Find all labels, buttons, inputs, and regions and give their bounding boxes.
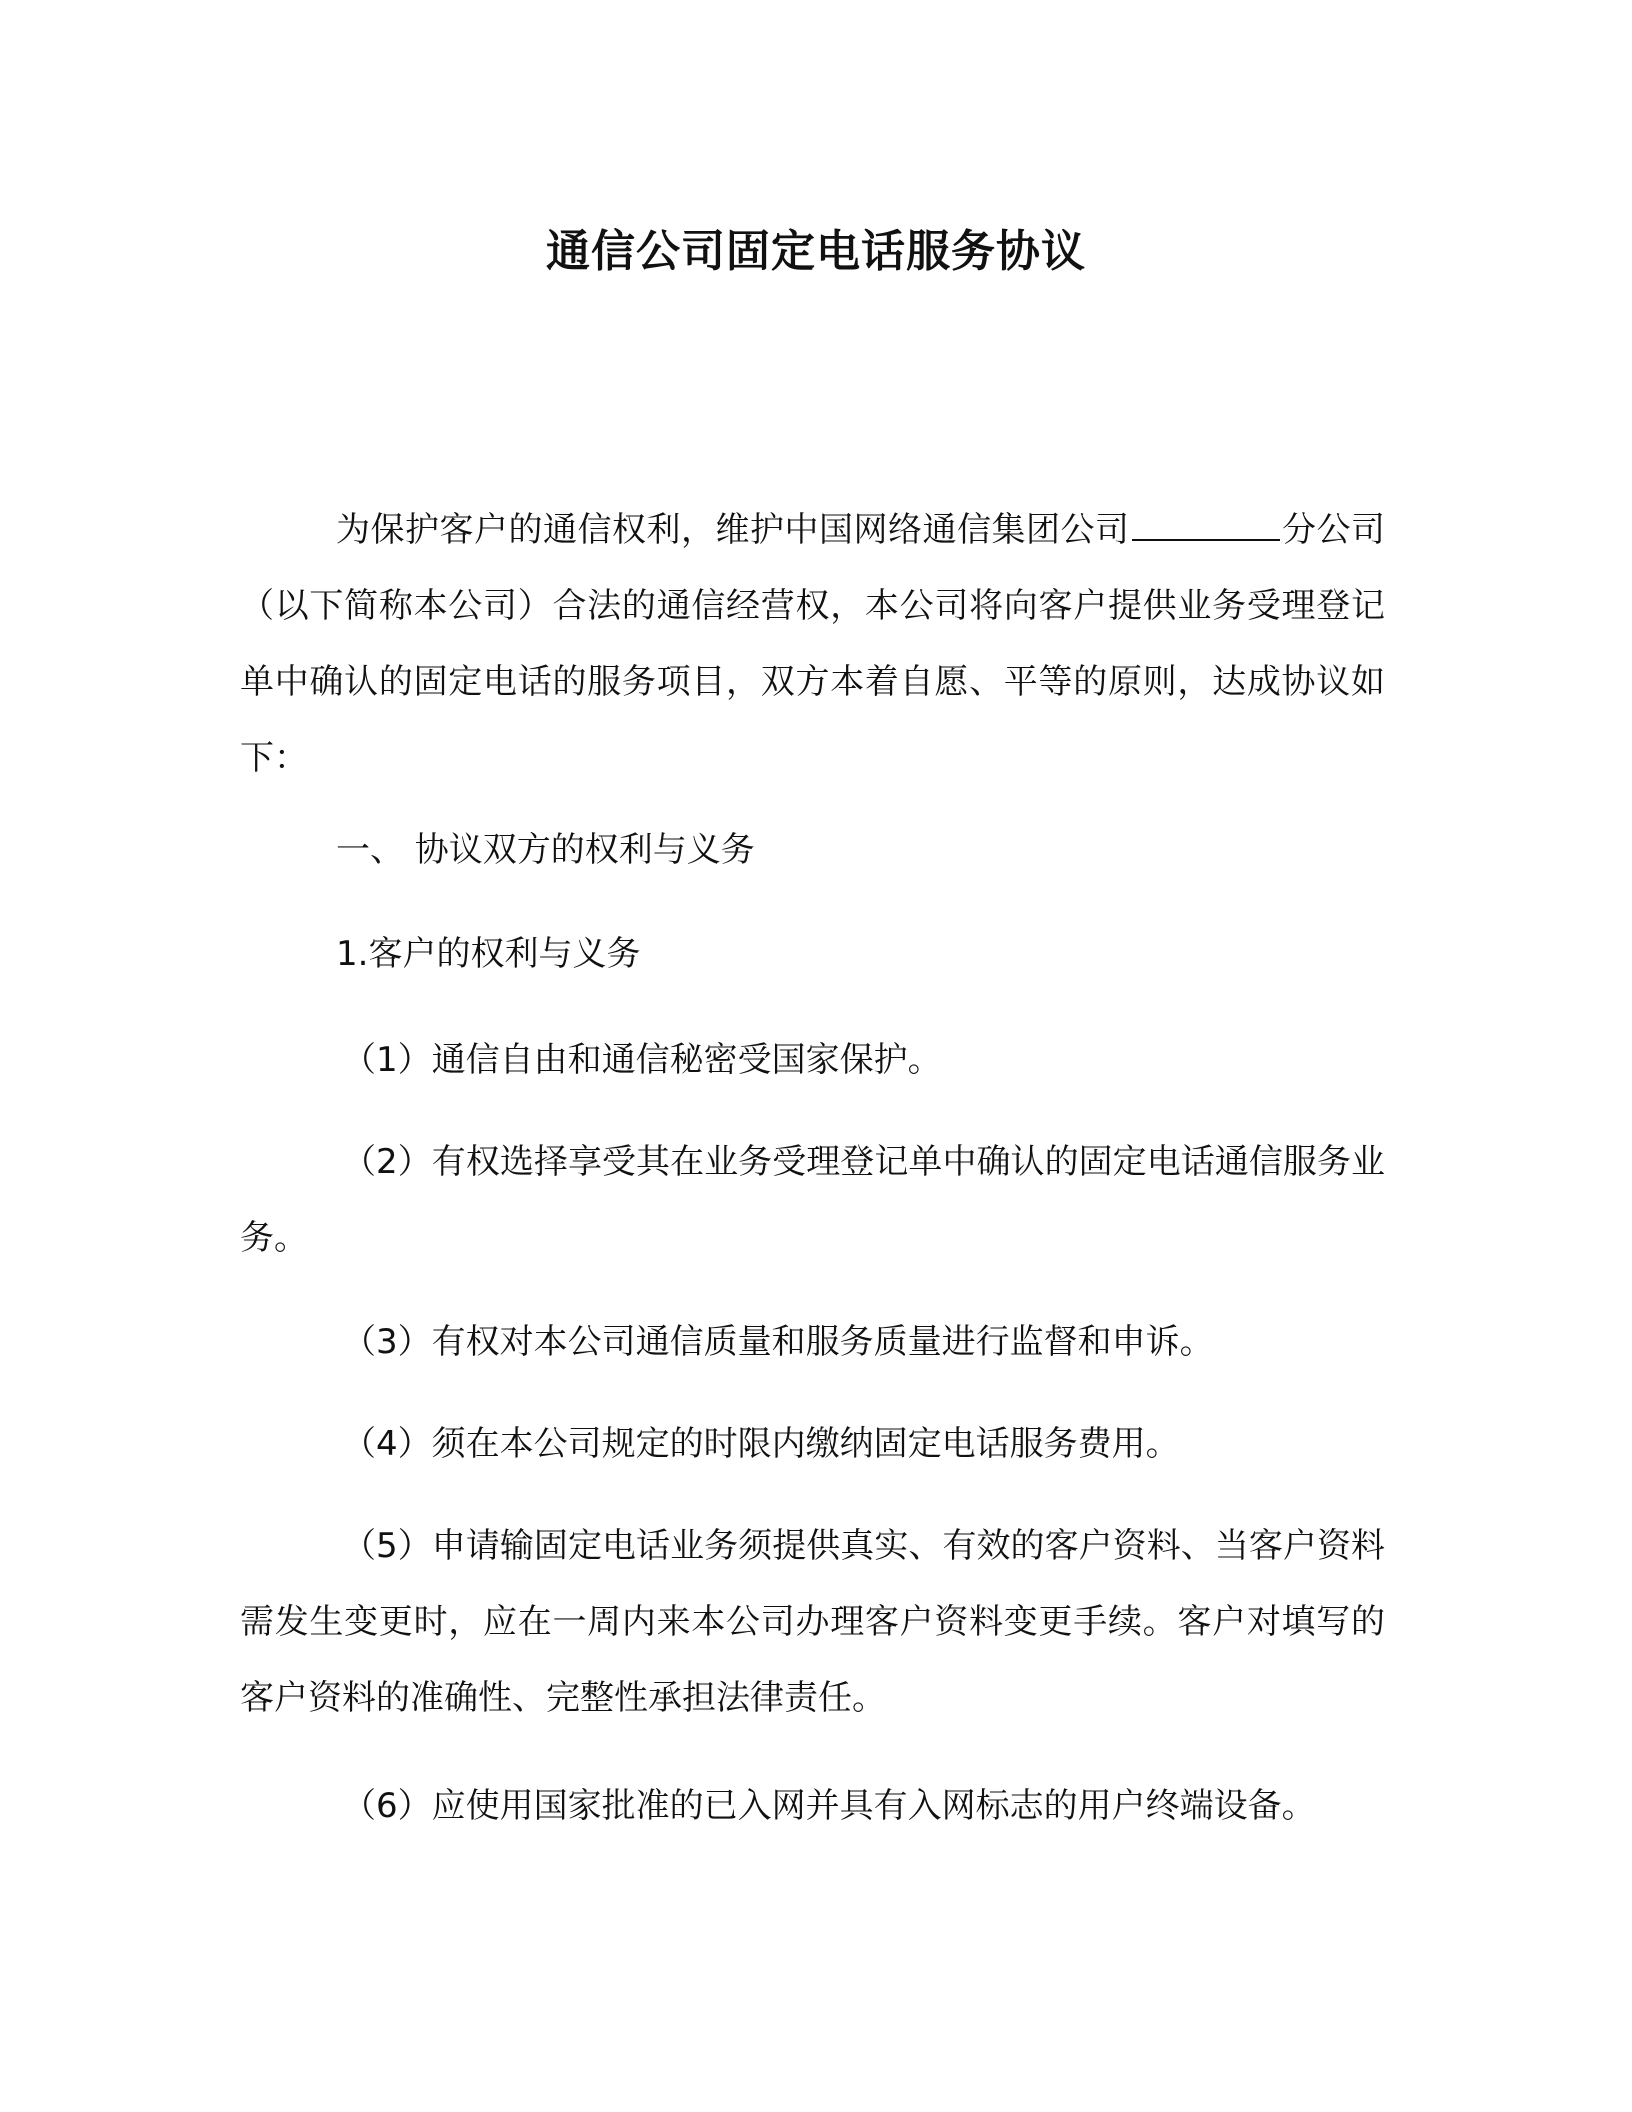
intro-text-part1: 为保护客户的通信权利，维护中国网络通信集团公司 [336, 510, 1130, 550]
list-item: （2）有权选择享受其在业务受理登记单中确认的固定电话通信服务业务。 [240, 1142, 1385, 1258]
item-2-block [240, 1124, 1385, 1276]
list-item: （6）应使用国家批准的已入网并具有入网标志的用户终端设备。 [342, 1786, 1316, 1826]
list-item: （1）通信自由和通信秘密受国家保护。 [342, 1040, 942, 1080]
subsection-1-heading: 1.客户的权利与义务 [336, 934, 641, 974]
item-3-block [240, 1304, 1385, 1380]
branch-name-blank [1132, 509, 1280, 541]
item-1-block [240, 1022, 1385, 1098]
section-1-heading: 一、 协议双方的权利与义务 [336, 830, 755, 870]
document-body [240, 492, 1385, 796]
list-item: （3）有权对本公司通信质量和服务质量进行监督和申诉。 [342, 1322, 1214, 1362]
list-item: （5）申请输固定电话业务须提供真实、有效的客户资料、当客户资料需发生变更时，应在一周内来本公司办理客户资料变更手续。客户对填写的客户资料的准确性、完整性承担法律责任。 [240, 1526, 1385, 1718]
document-title: 通信公司固定电话服务协议 [546, 226, 1086, 277]
item-5-block [240, 1508, 1385, 1736]
section-heading-block [240, 812, 1385, 888]
intro-paragraph [240, 492, 1385, 796]
item-6-block [240, 1768, 1385, 1844]
item-4-block [240, 1406, 1385, 1482]
list-item: （4）须在本公司规定的时限内缴纳固定电话服务费用。 [342, 1424, 1180, 1464]
subsection-heading-block [240, 916, 1385, 992]
intro-text-part2: 分公司（以下简称本公司）合法的通信经营权，本公司将向客户提供业务受理登记单中确认的固定电话的服务项目，双方本着自愿、平等的原则，达成协议如下： [240, 510, 1385, 778]
